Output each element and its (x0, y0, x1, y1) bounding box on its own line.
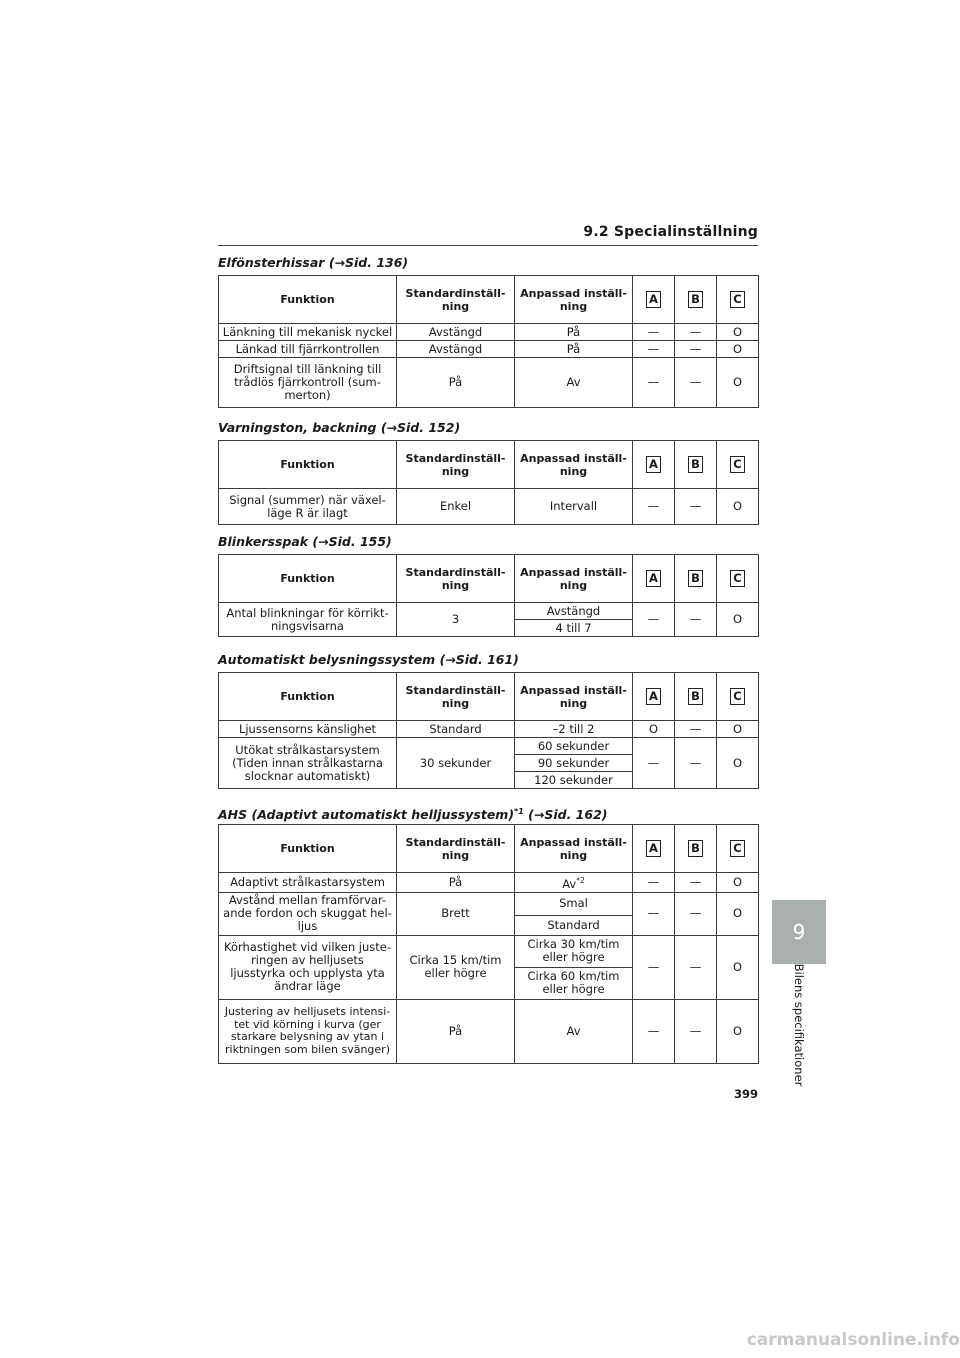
cell-a: — (633, 892, 675, 935)
section-heading (218, 803, 758, 821)
cell-b: — (675, 738, 717, 789)
col-custom: Anpassad inställ- ning (515, 441, 633, 489)
col-c (717, 825, 759, 873)
cell-custom: Av (515, 999, 633, 1063)
key-a: A (646, 291, 661, 308)
cell-standard: 30 sekunder (397, 738, 515, 789)
table-row (219, 489, 759, 525)
cell-function: Länkad till fjärrkontrollen (219, 341, 397, 358)
col-standard: Standardinställ- ning (397, 441, 515, 489)
col-function: Funktion (219, 673, 397, 721)
cell-custom: –2 till 2 (515, 721, 633, 738)
cell-c: O (717, 721, 759, 738)
cell-custom (515, 873, 633, 893)
chapter-number: 9 (792, 920, 806, 944)
cell-custom: Smal (515, 892, 633, 915)
col-c (717, 673, 759, 721)
col-b (675, 673, 717, 721)
table-row (219, 603, 759, 620)
settings-table (218, 440, 759, 525)
table-header-row (219, 825, 759, 873)
cell-b: — (675, 999, 717, 1063)
cell-custom: Standard (515, 915, 633, 935)
col-c (717, 555, 759, 603)
col-a (633, 825, 675, 873)
table-header-row (219, 555, 759, 603)
key-c: C (730, 291, 745, 308)
cell-a: — (633, 999, 675, 1063)
cell-c: O (717, 935, 759, 999)
cell-standard: Cirka 15 km/tim eller högre (397, 935, 515, 999)
cell-b: — (675, 489, 717, 525)
watermark: carmanualsonline.info (746, 1330, 960, 1350)
cell-standard: Avstängd (397, 341, 515, 358)
cell-function: Körhastighet vid vilken juste-ringen av helljusets ljusstyrka och upplysta yta ändrar läge (219, 935, 397, 999)
section-turn-signal-lever (218, 533, 758, 637)
cell-custom: 60 sekunder (515, 738, 633, 755)
table-header-row (219, 673, 759, 721)
section-reverse-buzzer (218, 419, 758, 525)
key-b: B (688, 456, 703, 473)
cell-c: O (717, 999, 759, 1063)
cell-c: O (717, 603, 759, 637)
cell-function: Utökat strålkastarsystem (Tiden innan strålkastarna slocknar automatiskt) (219, 738, 397, 789)
heading-text: AHS (Adaptivt automatiskt helljussystem) (218, 807, 515, 823)
table-row (219, 721, 759, 738)
key-c: C (730, 570, 745, 587)
col-b (675, 441, 717, 489)
cell-function: Avstånd mellan framförvar-ande fordon och skuggat hel-ljus (219, 892, 397, 935)
cell-standard: Enkel (397, 489, 515, 525)
cell-custom: Cirka 30 km/tim eller högre (515, 935, 633, 967)
col-a (633, 555, 675, 603)
cell-custom: 120 sekunder (515, 772, 633, 789)
table-row (219, 341, 759, 358)
col-standard: Standardinställ- ning (397, 825, 515, 873)
col-b (675, 555, 717, 603)
cell-function: Signal (summer) när växel-läge R är ilagt (219, 489, 397, 525)
settings-table (218, 672, 759, 789)
cell-standard: 3 (397, 603, 515, 637)
table-row (219, 358, 759, 408)
section-title: 9.2 Specialinställning (583, 224, 758, 240)
cell-function: Driftsignal till länkning till trådlös fjärrkontroll (sum-merton) (219, 358, 397, 408)
chapter-tab (772, 900, 826, 964)
col-a (633, 276, 675, 324)
cell-standard: På (397, 999, 515, 1063)
section-heading: Elfönsterhissar (→Sid. 136) (218, 255, 409, 270)
cell-standard: På (397, 358, 515, 408)
col-standard: Standardinställ- ning (397, 276, 515, 324)
cell-function: Adaptivt strålkastarsystem (219, 873, 397, 893)
key-c: C (730, 840, 745, 857)
key-c: C (730, 688, 745, 705)
key-a: A (646, 688, 661, 705)
cell-c: O (717, 873, 759, 893)
key-b: B (688, 840, 703, 857)
cell-a: — (633, 738, 675, 789)
cell-c: O (717, 892, 759, 935)
cell-function: Antal blinkningar för körrikt-ningsvisarna (219, 603, 397, 637)
key-b: B (688, 291, 703, 308)
cell-a: — (633, 324, 675, 341)
cell-b: — (675, 873, 717, 893)
cell-custom: På (515, 324, 633, 341)
cell-a: — (633, 358, 675, 408)
cell-b: — (675, 341, 717, 358)
cell-custom: Av (515, 358, 633, 408)
cell-c: O (717, 341, 759, 358)
key-a: A (646, 570, 661, 587)
col-function: Funktion (219, 441, 397, 489)
settings-table (218, 554, 759, 637)
col-custom: Anpassad inställ- ning (515, 825, 633, 873)
col-a (633, 441, 675, 489)
key-c: C (730, 456, 745, 473)
footnote-marker: *2 (576, 876, 585, 885)
cell-custom: På (515, 341, 633, 358)
table-row (219, 892, 759, 915)
chapter-label (772, 965, 826, 1095)
col-b (675, 825, 717, 873)
cell-b: — (675, 892, 717, 935)
cell-function: Justering av helljusets intensi-tet vid körning i kurva (ger starkare belysning av ytan i riktningen som bilen svänger) (219, 999, 397, 1063)
cell-custom: 90 sekunder (515, 755, 633, 772)
col-standard: Standardinställ- ning (397, 673, 515, 721)
col-function: Funktion (219, 825, 397, 873)
footnote-marker: *1 (514, 807, 524, 816)
table-row (219, 873, 759, 893)
heading-ref: (→Sid. 162) (523, 807, 608, 823)
cell-c: O (717, 738, 759, 789)
cell-a: — (633, 489, 675, 525)
page-number: 399 (733, 1087, 758, 1101)
key-a: A (646, 840, 661, 857)
cell-custom-text: Av (562, 876, 577, 891)
cell-b: — (675, 721, 717, 738)
col-c (717, 276, 759, 324)
cell-standard: Avstängd (397, 324, 515, 341)
cell-function: Länkning till mekanisk nyckel (219, 324, 397, 341)
table-row (219, 738, 759, 755)
cell-b: — (675, 324, 717, 341)
key-a: A (646, 456, 661, 473)
key-b: B (688, 570, 703, 587)
section-power-windows (218, 254, 758, 408)
cell-custom: 4 till 7 (515, 620, 633, 637)
cell-custom: Cirka 60 km/tim eller högre (515, 967, 633, 999)
cell-c: O (717, 489, 759, 525)
cell-standard: Standard (397, 721, 515, 738)
cell-b: — (675, 358, 717, 408)
cell-standard: Brett (397, 892, 515, 935)
cell-custom: Avstängd (515, 603, 633, 620)
cell-standard: På (397, 873, 515, 893)
cell-b: — (675, 603, 717, 637)
cell-a: — (633, 341, 675, 358)
cell-function: Ljussensorns känslighet (219, 721, 397, 738)
col-custom: Anpassad inställ- ning (515, 555, 633, 603)
col-function: Funktion (219, 555, 397, 603)
section-heading: Varningston, backning (→Sid. 152) (218, 420, 461, 435)
settings-table (218, 275, 759, 408)
col-custom: Anpassad inställ- ning (515, 673, 633, 721)
key-b: B (688, 688, 703, 705)
section-heading: Automatiskt belysningssystem (→Sid. 161) (218, 652, 519, 667)
section-auto-lighting (218, 651, 758, 789)
cell-c: O (717, 324, 759, 341)
cell-custom: Intervall (515, 489, 633, 525)
table-row (219, 324, 759, 341)
col-standard: Standardinställ- ning (397, 555, 515, 603)
col-c (717, 441, 759, 489)
cell-a: O (633, 721, 675, 738)
col-custom: Anpassad inställ- ning (515, 276, 633, 324)
section-heading: Blinkersspak (→Sid. 155) (218, 534, 392, 549)
cell-a: — (633, 603, 675, 637)
col-function: Funktion (219, 276, 397, 324)
cell-a: — (633, 935, 675, 999)
cell-a: — (633, 873, 675, 893)
table-header-row (219, 441, 759, 489)
table-header-row (219, 276, 759, 324)
cell-b: — (675, 935, 717, 999)
table-row (219, 935, 759, 967)
cell-c: O (717, 358, 759, 408)
col-b (675, 276, 717, 324)
settings-table (218, 824, 759, 1064)
chapter-label-text: Bilens specifikationer (792, 963, 806, 1087)
section-ahs (218, 803, 758, 1064)
page-header (218, 224, 758, 246)
col-a (633, 673, 675, 721)
table-row (219, 999, 759, 1063)
